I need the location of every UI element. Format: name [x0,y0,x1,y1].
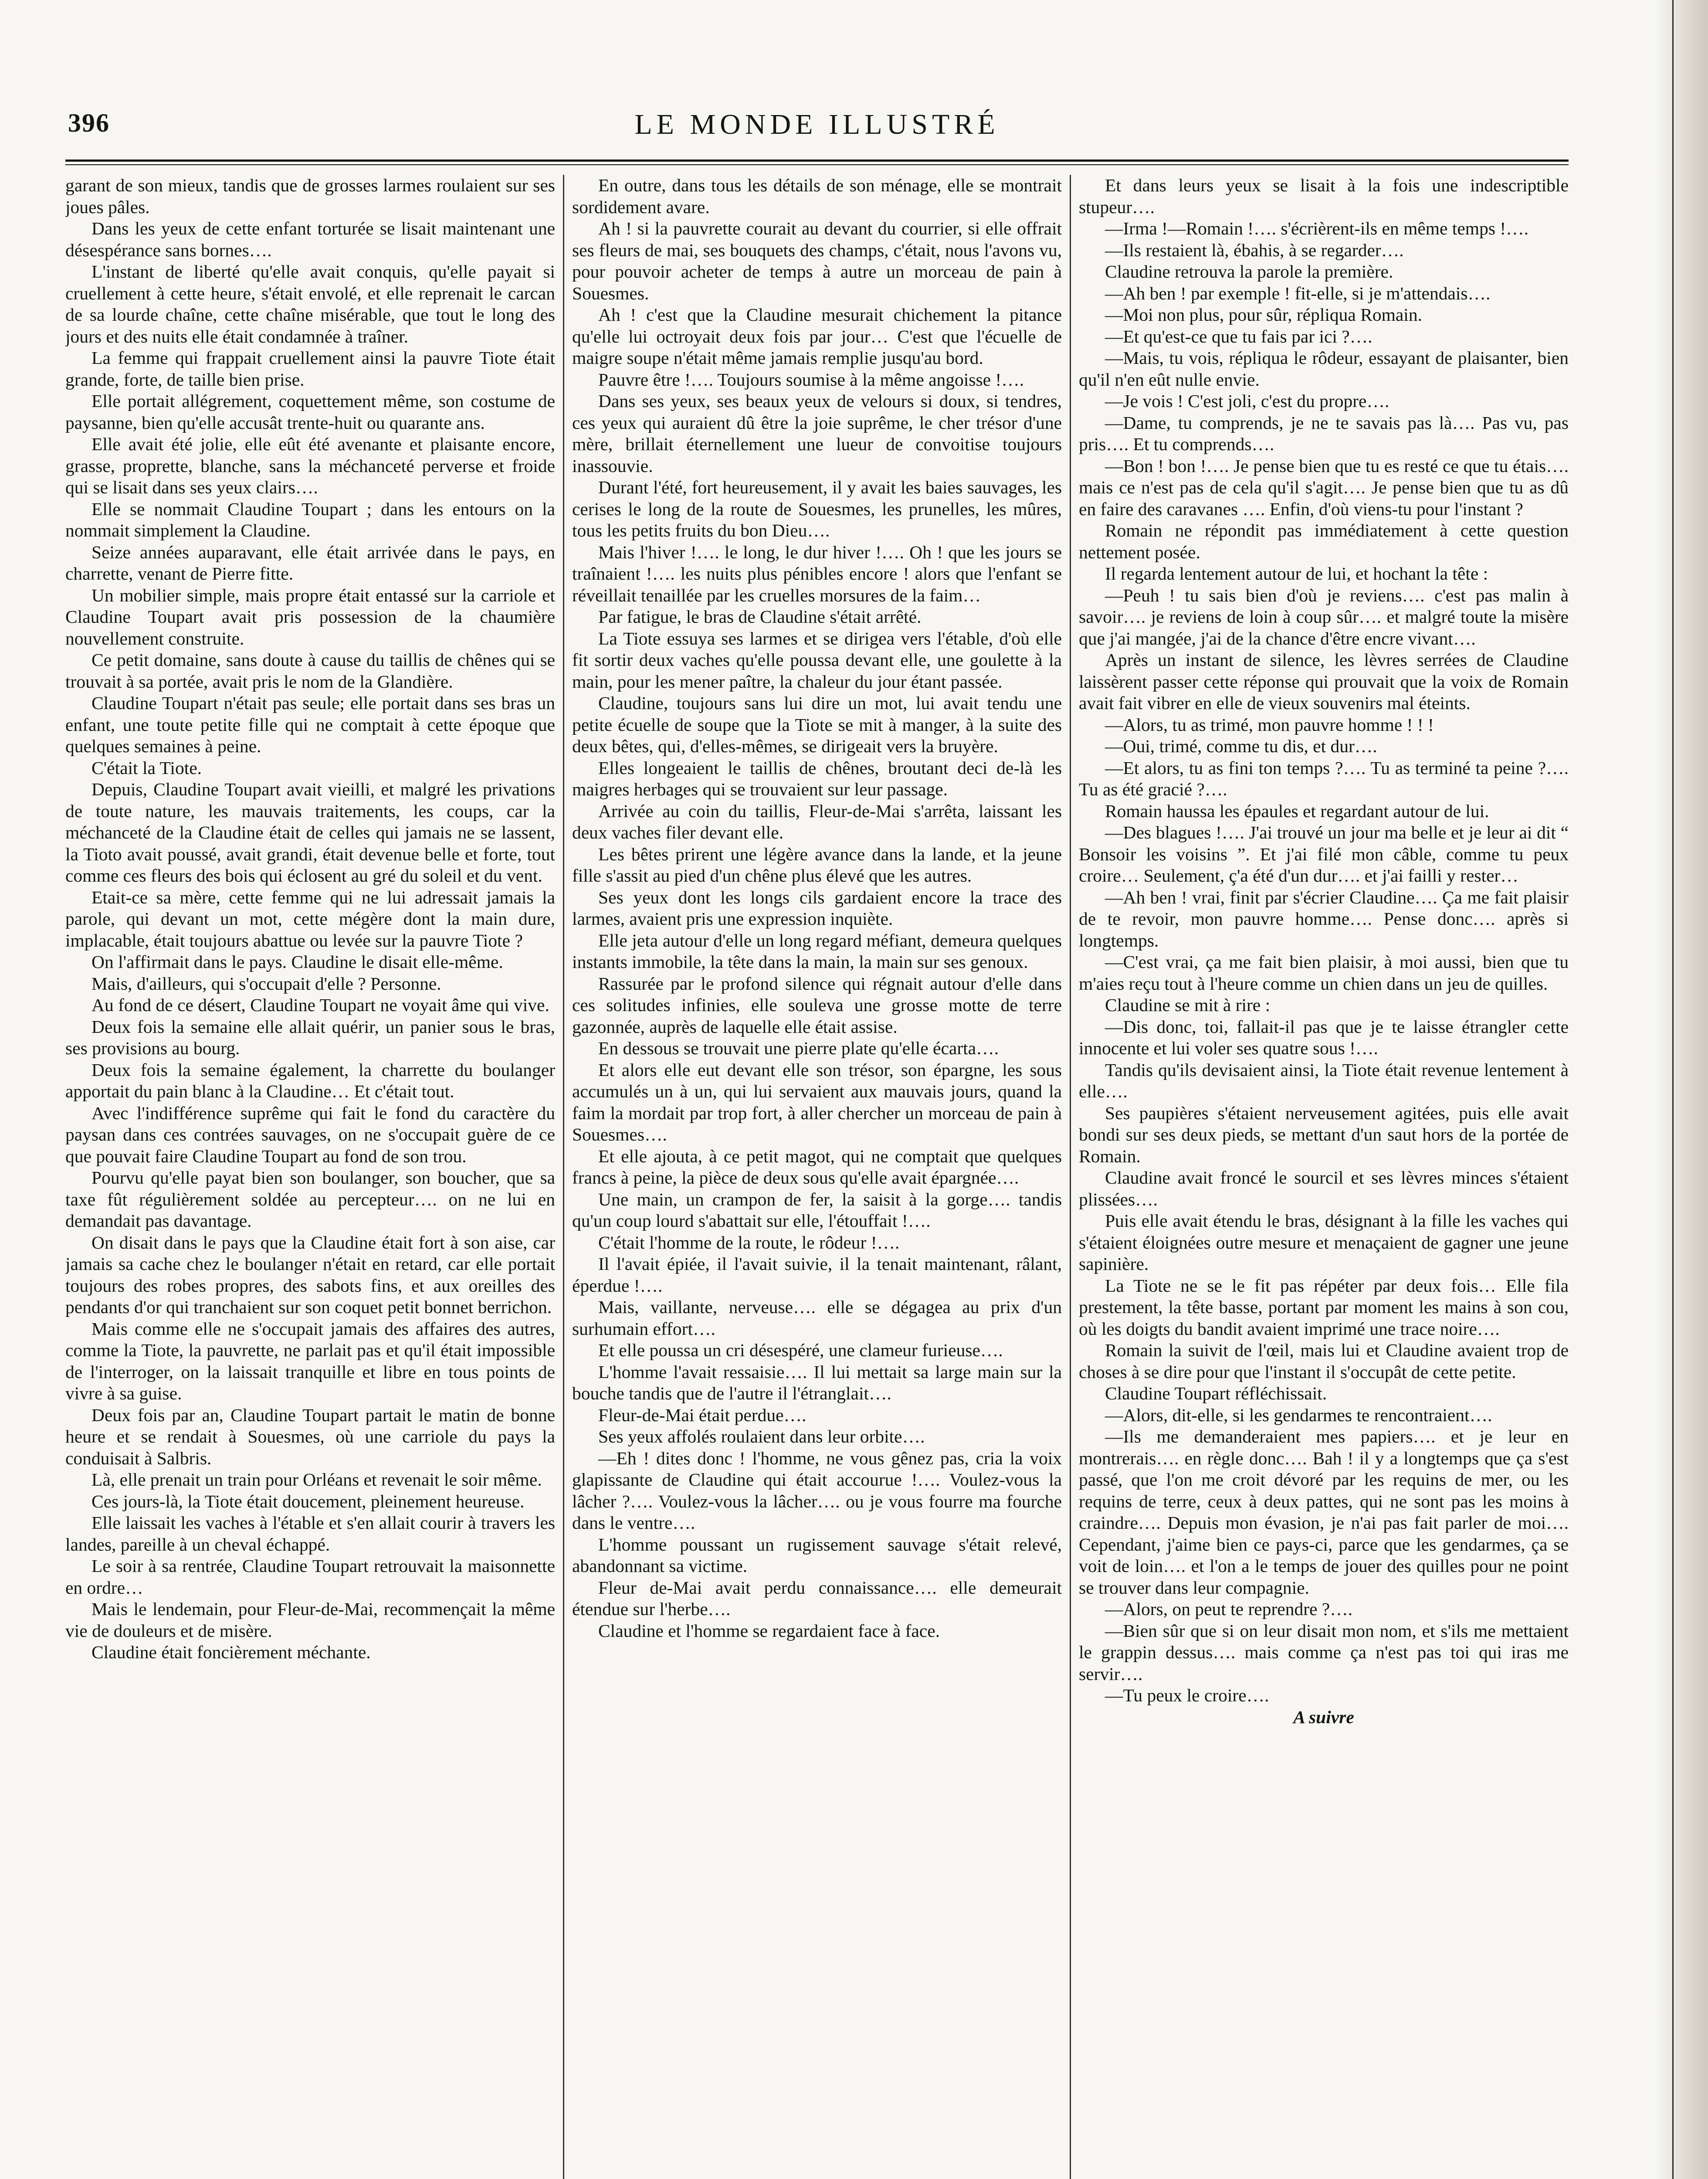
paragraph: Pourvu qu'elle payat bien son boulanger, son boucher, que sa taxe fût régulièrement soldée au percepteur…. on ne lui en demandait pas davantage. [65,1168,556,1231]
paragraph: Claudine retrouva la parole la première. [1105,261,1393,282]
paragraph: L'homme poussant un rugissement sauvage s'était relevé, abandonnant sa victime. [572,1534,1062,1576]
paragraph: Et elle poussa un cri désespéré, une clameur furieuse…. [598,1340,1003,1360]
paragraph: Ces jours-là, la Tiote était doucement, pleinement heureuse. [92,1491,525,1511]
page-header [65,100,1569,157]
paragraph: —Eh ! dites donc ! l'homme, ne vous gênez pas, cria la voix glapissante de Claudine qui était accourue !…. Voulez-vous la lâcher ?…. Voulez-vous la lâcher…. ou je vous fourre ma fourche dans le ventre…. [572,1448,1062,1533]
paragraph: Romain haussa les épaules et regardant autour de lui. [1105,801,1489,821]
paragraph: —Bien sûr que si on leur disait mon nom, et s'ils me mettaient le grappin dessus…. mais comme ça n'est pas toi qui iras me servir…. [1078,1620,1569,1684]
text-columns [65,175,1569,2179]
spine-edge-line [1672,0,1674,2179]
to-be-continued: A suivre [1293,1707,1354,1727]
paragraph: —Ah ben ! vrai, finit par s'écrier Claudine…. Ça me fait plaisir de te revoir, mon pauvre homme…. Pense donc…. après si longtemps. [1078,887,1569,950]
header-rule [65,160,1569,165]
paragraph: —Mais, tu vois, répliqua le rôdeur, essayant de plaisanter, bien qu'il n'en eût nulle envie. [1078,348,1569,390]
page-number: 396 [68,109,110,137]
column-divider [563,175,564,2179]
paragraph: Et alors elle eut devant elle son trésor, son épargne, les sous accumulés un à un, qui lui servaient aux mauvais jours, quand la faim la mordait par trop fort, à aller chercher un morceau de pain à Souesmes…. [572,1059,1062,1144]
paragraph: garant de son mieux, tandis que de grosses larmes roulaient sur ses joues pâles. [65,175,556,217]
paragraph: —Ils restaient là, ébahis, à se regarder…. [1105,240,1404,260]
paragraph: Après un instant de silence, les lèvres serrées de Claudine laissèrent passer cette réponse qui prouvait que la voix de Romain avait fait vibrer en elle de vieux souvenirs mal éteints. [1078,650,1569,713]
paragraph: Seize années auparavant, elle était arrivée dans le pays, en charrette, venant de Pierre fitte. [65,542,556,584]
paragraph: Elle portait allégrement, coquettement même, son costume de paysanne, bien qu'elle accusât trente-huit ou quarante ans. [65,391,556,433]
paragraph: —Bon ! bon !…. Je pense bien que tu es resté ce que tu étais…. mais ce n'est pas de cela qu'il s'agit…. Je pense bien que tu as dû en faire des caravanes …. Enfin, d'où viens-tu pour l'instant ? [1078,455,1569,519]
paragraph: Claudine avait froncé le sourcil et ses lèvres minces s'étaient plissées…. [1078,1168,1569,1209]
paragraph: En outre, dans tous les détails de son ménage, elle se montrait sordidement avare. [572,175,1062,217]
paragraph: Un mobilier simple, mais propre était entassé sur la carriole et Claudine Toupart avait pris possession de la chaumière nouvellement construite. [65,585,556,648]
paragraph: —C'est vrai, ça me fait bien plaisir, à moi aussi, bien que tu m'aies reçu tout à l'heure comme un chien dans un jeu de quilles. [1078,952,1569,994]
paragraph: Ses paupières s'étaient nerveusement agitées, puis elle avait bondi sur ses deux pieds, se mettant d'un saut hors de la portée de Romain. [1078,1103,1569,1166]
paragraph: Romain ne répondit pas immédiatement à cette question nettement posée. [1078,520,1569,562]
paragraph: Elle avait été jolie, elle eût été avenante et plaisante encore, grasse, proprette, blanche, sans la méchanceté perverse et froide qui se lisait dans ses yeux clairs…. [65,434,556,497]
binding-spine [1656,0,1708,2179]
paragraph: Durant l'été, fort heureusement, il y avait les baies sauvages, les cerises le long de la route de Souesmes, les prunelles, les mûres, tous les petits fruits du bon Dieu…. [572,477,1062,540]
paragraph: C'était la Tiote. [92,757,202,778]
paragraph: Claudine se mit à rire : [1105,995,1271,1015]
paragraph: Le soir à sa rentrée, Claudine Toupart retrouvait la maisonnette en ordre… [65,1556,556,1598]
paragraph: La Tiote ne se le fit pas répéter par deux fois… Elle fila prestement, la tête basse, portant par moment les mains à son cou, où les doigts du bandit avaient imprimé une trace noire…. [1078,1275,1569,1339]
paragraph: Mais l'hiver !…. le long, le dur hiver !…. Oh ! que les jours se traînaient !…. les nuits plus pénibles encore ! alors que l'enfant se réveillait tenaillée par les cruelles morsures de la faim… [572,542,1062,605]
paragraph: La femme qui frappait cruellement ainsi la pauvre Tiote était grande, forte, de taille bien prise. [65,348,556,390]
running-title: LE MONDE ILLUSTRÉ [634,109,1000,140]
paragraph: —Des blagues !…. J'ai trouvé un jour ma belle et je leur ai dit “ Bonsoir les voisins ”. Et j'ai filé mon câble, comme tu peux croire… Seulement, ç'a été d'un dur…. et j'ai failli y rester… [1078,822,1569,886]
newspaper-page [65,100,1569,2179]
paragraph: —Peuh ! tu sais bien d'où je reviens…. c'est pas malin à savoir…. je reviens de loin à coup sûr…. et malgré toute la misère que j'ai mangée, j'ai de la chance d'être encre vivant…. [1078,585,1569,648]
paragraph: Et dans leurs yeux se lisait à la fois une indescriptible stupeur…. [1078,175,1569,217]
paragraph: L'homme l'avait ressaisie…. Il lui mettait sa large main sur la bouche tandis que de l'autre il l'étranglait…. [572,1361,1062,1403]
paragraph: Ses yeux affolés roulaient dans leur orbite…. [598,1426,925,1446]
paragraph: —Ils me demanderaient mes papiers…. et je leur en montrerais…. en règle donc…. Bah ! il y a longtemps que ça s'est passé, que l'on me croit dévoré par les requins de mer, ou les requins de terre, ceux à deux pattes, qui ne sont pas les moins à craindre…. Depuis mon évasion, je n'ai pas fait parler de moi…. Cependant, j'aime bien ce pays-ci, parce que les gendarmes, ça se voit de loin…. et l'on a le temps de jouer des quilles pour ne point se trouver dans leur compagnie. [1078,1426,1569,1598]
column-divider [1070,175,1071,2179]
paragraph: —Alors, tu as trimé, mon pauvre homme ! ! ! [1105,714,1434,735]
paragraph: Tandis qu'ils devisaient ainsi, la Tiote était revenue lentement à elle…. [1078,1059,1569,1101]
paragraph: On l'affirmait dans le pays. Claudine le disait elle-même. [92,952,503,972]
paragraph: La Tiote essuya ses larmes et se dirigea vers l'étable, d'où elle fit sortir deux vaches qu'elle poussa devant elle, une goulette à la main, pour les mener paître, la chaleur du jour étant passée. [572,628,1062,692]
paragraph: Ah ! si la pauvrette courait au devant du courrier, si elle offrait ses fleurs de mai, ses bouquets des champs, c'était, nous l'avons vu, pour pouvoir acheter de temps à autre un morceau de pain à Souesmes. [572,218,1062,303]
column-2 [572,175,1062,2179]
paragraph: Dans ses yeux, ses beaux yeux de velours si doux, si tendres, ces yeux qui auraient dû être la joie suprême, le cher trésor d'une mère, brillait éternellement une lueur de convoitise toujours inassouvie. [572,391,1062,476]
paragraph: Fleur-de-Mai était perdue…. [598,1405,807,1425]
paragraph: Claudine Toupart n'était pas seule; elle portait dans ses bras un enfant, une toute petite fille qui ne comptait à cette époque que quelques semaines à peine. [65,693,556,756]
paragraph: Claudine Toupart réfléchissait. [1105,1383,1327,1403]
paragraph: Les bêtes prirent une légère avance dans la lande, et la jeune fille s'assit au pied d'un chêne plus élevé que les autres. [572,844,1062,886]
paragraph: C'était l'homme de la route, le rôdeur !…. [598,1232,900,1252]
paragraph: Mais, d'ailleurs, qui s'occupait d'elle ? Personne. [92,973,441,994]
paragraph: —Ah ben ! par exemple ! fit-elle, si je m'attendais…. [1105,283,1491,303]
paragraph: Pauvre être !…. Toujours soumise à la même angoisse !…. [598,369,1024,390]
paragraph: En dessous se trouvait une pierre plate qu'elle écarta…. [598,1038,999,1058]
paragraph: Deux fois par an, Claudine Toupart partait le matin de bonne heure et se rendait à Souesmes, où une carriole du pays la conduisait à Salbris. [65,1405,556,1468]
paragraph: —Tu peux le croire…. [1105,1685,1269,1705]
column-3 [1079,175,1569,2179]
paragraph: Elle laissait les vaches à l'étable et s'en allait courir à travers les landes, pareille à un cheval échappé. [65,1513,556,1554]
paragraph: Romain la suivit de l'œil, mais lui et Claudine avaient trop de choses à se dire pour que l'instant il s'occupât de cette petite. [1078,1340,1569,1382]
paragraph: Elle jeta autour d'elle un long regard méfiant, demeura quelques instants immobile, la tête dans la main, la main sur ses genoux. [572,930,1062,972]
paragraph: —Je vois ! C'est joli, c'est du propre…. [1105,391,1389,411]
paragraph: Mais le lendemain, pour Fleur-de-Mai, recommençait la même vie de douleurs et de misère. [65,1599,556,1641]
paragraph: Avec l'indifférence suprême qui fait le fond du caractère du paysan dans ces contrées sauvages, on ne s'occupait guère de ce que pouvait faire Claudine Toupart au fond de son trou. [65,1103,556,1166]
paragraph: —Moi non plus, pour sûr, répliqua Romain. [1105,305,1422,325]
paragraph: Fleur de-Mai avait perdu connaissance…. elle demeurait étendue sur l'herbe…. [572,1577,1062,1619]
paragraph: —Et alors, tu as fini ton temps ?…. Tu as terminé ta peine ?…. Tu as été gracié ?…. [1078,757,1569,799]
paragraph: —Alors, dit-elle, si les gendarmes te rencontraient…. [1105,1405,1492,1425]
paragraph: On disait dans le pays que la Claudine était fort à son aise, car jamais sa cache chez le boulanger n'était en retard, car elle portait toujours des robes propres, des sabots fins, et aux oreilles des pendants d'or qui tranchaient sur son coquet petit bonnet berrichon. [65,1232,556,1317]
paragraph: Ah ! c'est que la Claudine mesurait chichement la pitance qu'elle lui octroyait deux fois par jour… C'est que l'écuelle de maigre soupe n'était même jamais remplie jusqu'au bord. [572,305,1062,368]
paragraph: —Dis donc, toi, fallait-il pas que je te laisse étrangler cette innocente et lui voler ses quatre sous !…. [1078,1016,1569,1058]
paragraph: Elles longeaient le taillis de chênes, broutant deci de-là les maigres herbages qui se trouvaient sur leur passage. [572,757,1062,799]
paragraph: Ce petit domaine, sans doute à cause du taillis de chênes qui se trouvait à sa portée, avait pris le nom de la Glandière. [65,650,556,692]
paragraph: Elle se nommait Claudine Toupart ; dans les entours on la nommait simplement la Claudine. [65,499,556,540]
paragraph: Claudine et l'homme se regardaient face à face. [598,1620,940,1641]
paragraph: —Et qu'est-ce que tu fais par ici ?…. [1105,326,1372,346]
paragraph: Deux fois la semaine elle allait quérir, un panier sous le bras, ses provisions au bourg. [65,1016,556,1058]
paragraph: Par fatigue, le bras de Claudine s'était arrêté. [598,607,922,627]
paragraph: Au fond de ce désert, Claudine Toupart ne voyait âme qui vive. [92,995,549,1015]
paragraph: Rassurée par le profond silence qui régnait autour d'elle dans ces solitudes infinies, elle souleva une grosse motte de terre gazonnée, auprès de laquelle elle était assise. [572,973,1062,1037]
paragraph: Là, elle prenait un train pour Orléans et revenait le soir même. [92,1470,542,1490]
paragraph: Et elle ajouta, à ce petit magot, qui ne comptait que quelques francs à peine, la pièce de deux sous qu'elle avait épargnée…. [572,1146,1062,1188]
paragraph: —Irma !—Romain !…. s'écrièrent-ils en même temps !…. [1105,218,1529,238]
paragraph: Claudine, toujours sans lui dire un mot, lui avait tendu une petite écuelle de soupe que la Tiote se mit à manger, à la suite des deux bêtes, qui, d'elles-mêmes, se dirigeait vers la bruyère. [572,693,1062,756]
paragraph: —Dame, tu comprends, je ne te savais pas là…. Pas vu, pas pris…. Et tu comprends…. [1078,412,1569,454]
paragraph: —Oui, trimé, comme tu dis, et dur…. [1105,736,1377,756]
paragraph: Mais, vaillante, nerveuse…. elle se dégagea au prix d'un surhumain effort…. [572,1297,1062,1339]
paragraph: Une main, un crampon de fer, la saisit à la gorge…. tandis qu'un coup lourd s'abattait sur elle, l'étouffait !…. [572,1189,1062,1231]
paragraph: Ses yeux dont les longs cils gardaient encore la trace des larmes, avaient pris une expression inquiète. [572,887,1062,929]
column-1 [65,175,555,2179]
paragraph: Depuis, Claudine Toupart avait vieilli, et malgré les privations de toute nature, les mauvais traitements, les coups, car la méchanceté de la Claudine était de celles qui jamais ne se lassent, la Tioto avait poussé, avait grandi, était devenue belle et forte, tout comme ces fleurs des bois qui éclosent au gré du soleil et du vent. [65,779,556,886]
paragraph: Dans les yeux de cette enfant torturée se lisait maintenant une désespérance sans bornes…. [65,218,556,260]
paragraph: Puis elle avait étendu le bras, désignant à la fille les vaches qui s'étaient éloignées outre mesure et menaçaient de gagner une jeune sapinière. [1078,1211,1569,1274]
paragraph: Mais comme elle ne s'occupait jamais des affaires des autres, comme la Tiote, la pauvrette, ne parlait pas et qu'il était impossible de l'interroger, on la laissait tranquille et libre en tous points de vivre à sa guise. [65,1318,556,1403]
paragraph: Claudine était foncièrement méchante. [92,1642,371,1662]
paragraph: Etait-ce sa mère, cette femme qui ne lui adressait jamais la parole, qui devant un mot, cette mégère dont la main dure, implacable, était toujours abattue ou levée sur la pauvre Tiote ? [65,887,556,950]
paragraph: Arrivée au coin du taillis, Fleur-de-Mai s'arrêta, laissant les deux vaches filer devant elle. [572,801,1062,842]
paragraph: —Alors, on peut te reprendre ?…. [1105,1599,1353,1619]
paragraph: Il l'avait épiée, il l'avait suivie, il la tenait maintenant, râlant, éperdue !…. [572,1254,1062,1296]
paragraph: Deux fois la semaine également, la charrette du boulanger apportait du pain blanc à la Claudine… Et c'était tout. [65,1059,556,1101]
paragraph: Il regarda lentement autour de lui, et hochant la tête : [1105,563,1488,584]
paragraph: L'instant de liberté qu'elle avait conquis, qu'elle payait si cruellement à cette heure, s'était envolé, et elle reprenait le carcan de sa lourde chaîne, cette chaîne misérable, que tout le long des jours et des nuits elle était condamnée à traîner. [65,261,556,346]
